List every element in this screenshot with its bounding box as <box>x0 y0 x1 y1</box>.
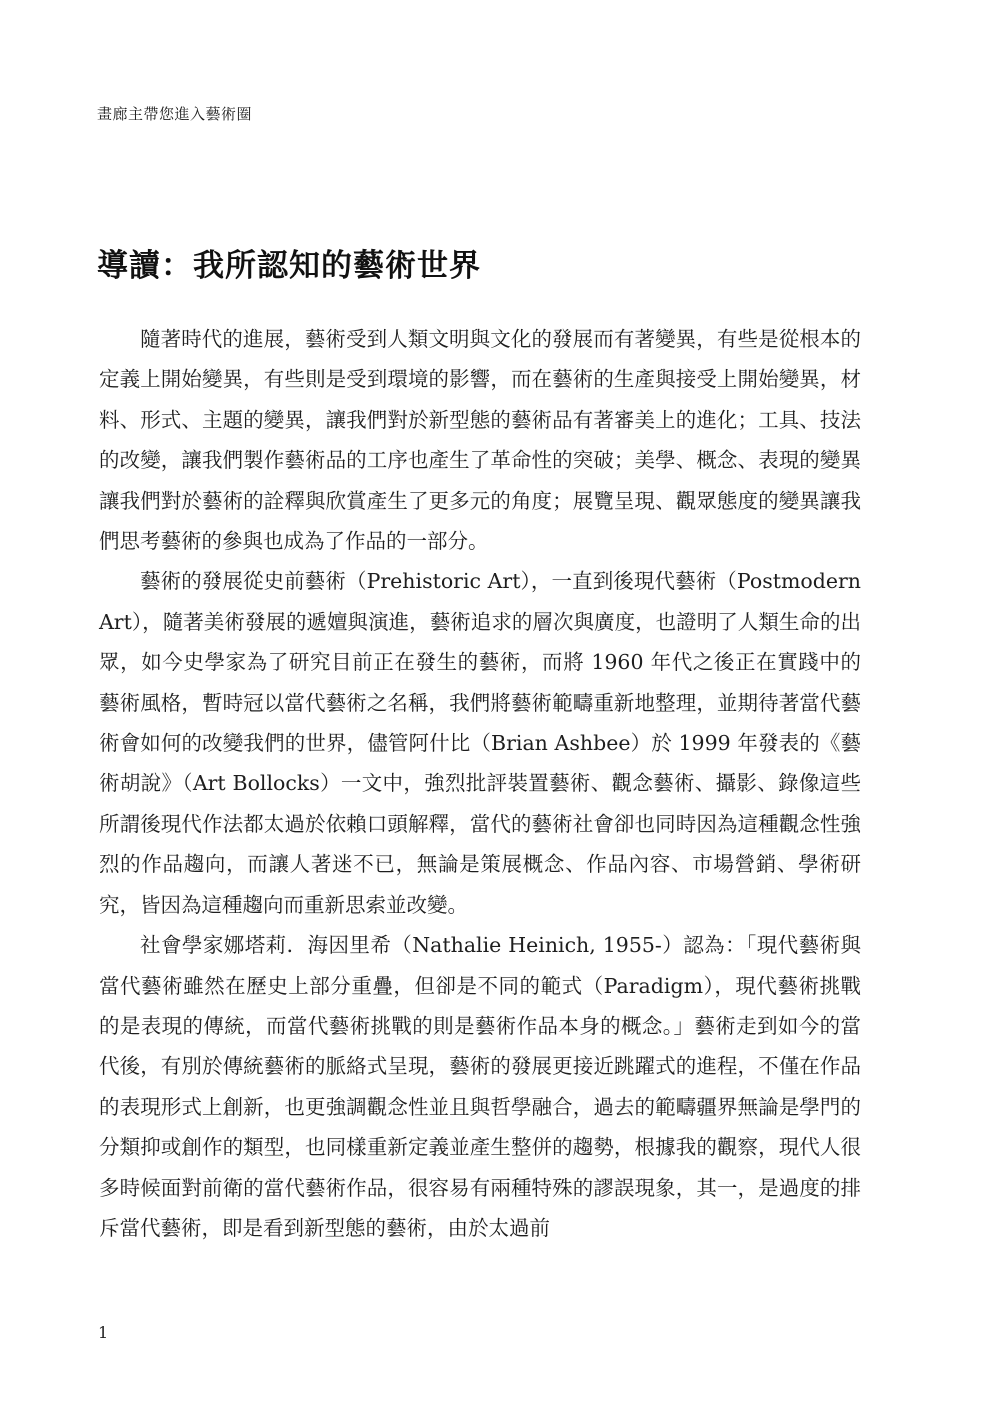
body-text <box>99 319 861 1248</box>
paragraph: 藝術的發展從史前藝術（Prehistoric Art），一直到後現代藝術（Postmodern Art），隨著美術發展的遞嬗與演進，藝術追求的層次與廣度，也證明了人類生命的出眾，如今史學家為了研究目前正在發生的藝術，而將 1960 年代之後正在實踐中的藝術風格，暫時冠以當代藝術之名稱，我們將藝術範疇重新地整理，並期待著當代藝術會如何的改變我們的世界，儘管阿什比（Brian Ashbee）於 1999 年發表的《藝術胡說》（Art Bollocks）一文中，強烈批評裝置藝術、觀念藝術、攝影、錄像這些所謂後現代作法都太過於依賴口頭解釋，當代的藝術社會卻也同時因為這種觀念性強烈的作品趨向，而讓人著迷不已，無論是策展概念、作品內容、市場營銷、學術研究，皆因為這種趨向而重新思索並改變。 <box>99 569 861 917</box>
chapter-title: 導讀：我所認知的藝術世界 <box>97 248 481 284</box>
paragraph: 社會學家娜塔莉．海因里希（Nathalie Heinich, 1955-）認為：「現代藝術與當代藝術雖然在歷史上部分重疊，但卻是不同的範式（Paradigm），現代藝術挑戰的是表現的傳統，而當代藝術挑戰的則是藝術作品本身的概念。」藝術走到如今的當代後，有別於傳統藝術的脈絡式呈現，藝術的發展更接近跳躍式的進程，不僅在作品的表現形式上創新，也更強調觀念性並且與哲學融合，過去的範疇疆界無論是學門的分類抑或創作的類型，也同樣重新定義並產生整併的趨勢，根據我的觀察，現代人很多時候面對前衛的當代藝術作品，很容易有兩種特殊的謬誤現象，其一，是過度的排斥當代藝術，即是看到新型態的藝術，由於太過前 <box>99 933 861 1240</box>
page-number: 1 <box>98 1323 109 1342</box>
paragraph: 隨著時代的進展，藝術受到人類文明與文化的發展而有著變異，有些是從根本的定義上開始變異，有些則是受到環境的影響，而在藝術的生產與接受上開始變異，材料、形式、主題的變異，讓我們對於新型態的藝術品有著審美上的進化；工具、技法的改變，讓我們製作藝術品的工序也產生了革命性的突破；美學、概念、表現的變異讓我們對於藝術的詮釋與欣賞產生了更多元的角度；展覽呈現、觀眾態度的變異讓我們思考藝術的參與也成為了作品的一部分。 <box>99 327 861 554</box>
running-header: 畫廊主帶您進入藝術圈 <box>97 105 253 123</box>
